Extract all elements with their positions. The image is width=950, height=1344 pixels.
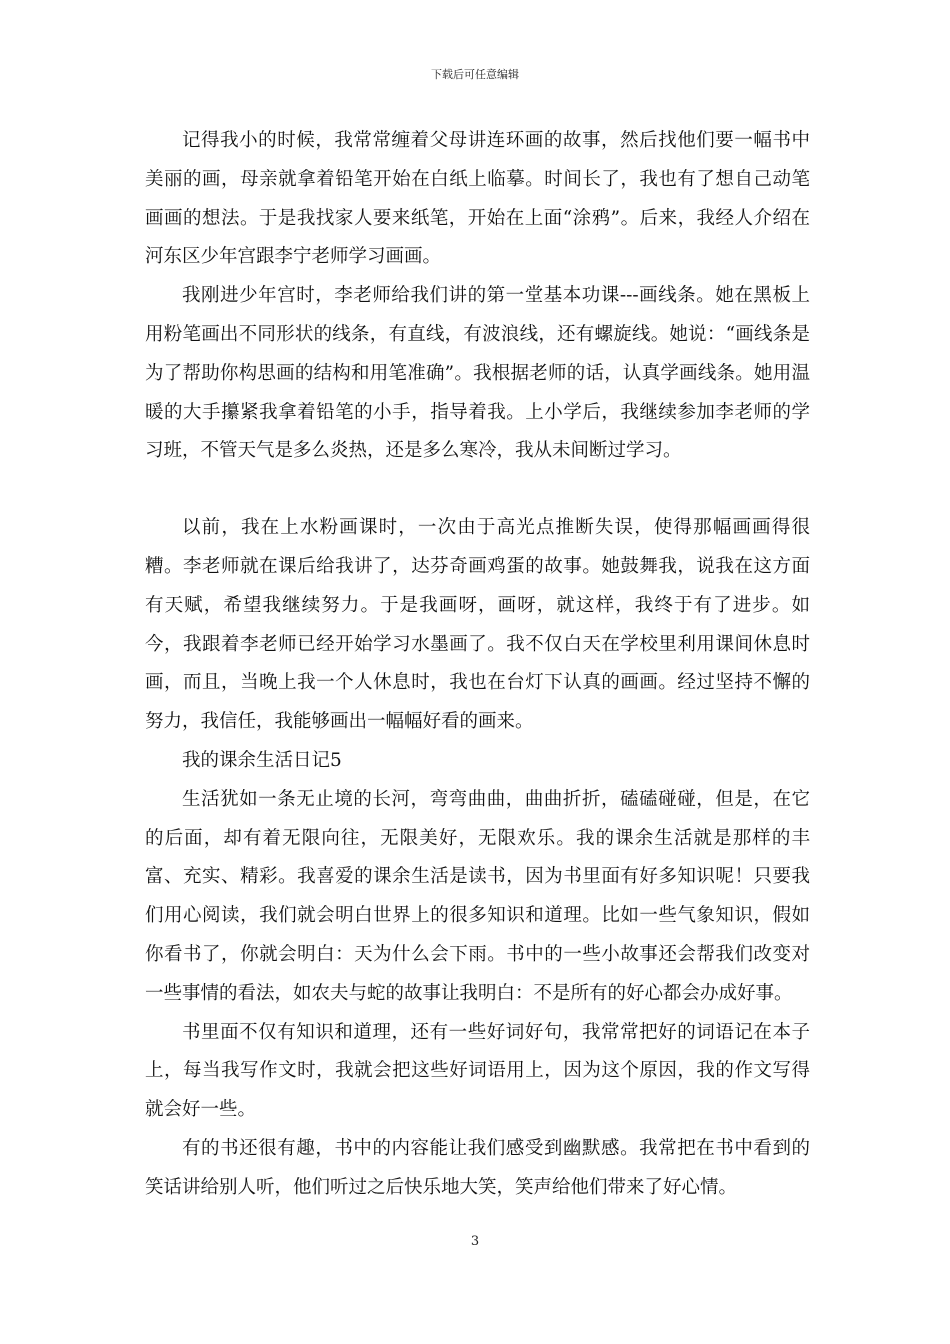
page-number: 3 bbox=[470, 1234, 480, 1249]
document-body bbox=[145, 122, 810, 1208]
paragraph-drawing-childhood: 记得我小的时候，我常常缠着父母讲连环画的故事，然后找他们要一幅书中美丽的画，母亲就拿着铅笔开始在白纸上临摹。时间长了，我也有了想自己动笔画画的想法。于是我找家人要来纸笔，开始在上面“涂鸦”。后来，我经人介绍在河东区少年宫跟李宁老师学习画画。 bbox=[145, 130, 810, 268]
page-header: 下载后可任意编辑 bbox=[431, 68, 519, 81]
paragraph-funny-books: 有的书还很有趣，书中的内容能让我们感受到幽默感。我常把在书中看到的笑话讲给别人听，他们听过之后快乐地大笑，笑声给他们带来了好心情。 bbox=[145, 1137, 810, 1198]
paragraph-reading-life: 生活犹如一条无止境的长河，弯弯曲曲，曲曲折折，磕磕碰碰，但是，在它的后面，却有着无限向往，无限美好，无限欢乐。我的课余生活就是那样的丰富、充实、精彩。我喜爱的课余生活是读书，因为书里面有好多知识呢！只要我们用心阅读，我们就会明白世界上的很多知识和道理。比如一些气象知识，假如你看书了，你就会明白：天为什么会下雨。书中的一些小故事还会帮我们改变对一些事情的看法，如农夫与蛇的故事让我明白：不是所有的好心都会办成好事。 bbox=[145, 788, 810, 1004]
paragraph-watercolor: 以前，我在上水粉画课时，一次由于高光点推断失误，使得那幅画画得很糟。李老师就在课后给我讲了，达芬奇画鸡蛋的故事。她鼓舞我，说我在这方面有天赋，希望我继续努力。于是我画呀，画呀，就这样，我终于有了进步。如今，我跟着李老师已经开始学习水墨画了。我不仅白天在学校里利用课间休息时画，而且，当晚上我一个人休息时，我也在台灯下认真的画画。经过坚持不懈的努力，我信任，我能够画出一幅幅好看的画来。 bbox=[145, 517, 810, 733]
paragraph-first-lesson: 我刚进少年宫时，李老师给我们讲的第一堂基本功课---画线条。她在黑板上用粉笔画出不同形状的线条，有直线，有波浪线，还有螺旋线。她说：“画线条是为了帮助你构思画的结构和用笔准确”。我根据老师的话，认真学画线条。她用温暖的大手攥紧我拿着铅笔的小手，指导着我。上小学后，我继续参加李老师的学习班，不管天气是多么炎热，还是多么寒冷，我从未间断过学习。 bbox=[145, 285, 810, 462]
section-title: 我的课余生活日记5 bbox=[182, 749, 342, 771]
paragraph-good-words: 书里面不仅有知识和道理，还有一些好词好句，我常常把好的词语记在本子上，每当我写作文时，我就会把这些好词语用上，因为这个原因，我的作文写得就会好一些。 bbox=[145, 1021, 810, 1121]
